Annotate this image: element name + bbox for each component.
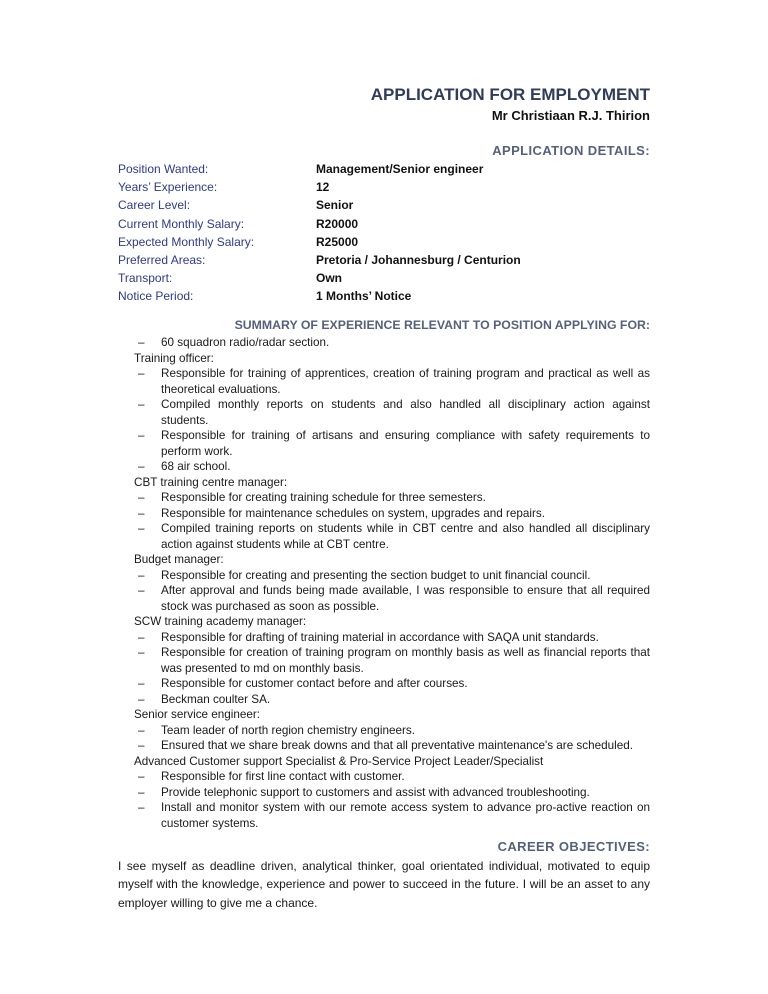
detail-row [118,287,658,305]
dash-bullet-icon: – [138,506,145,520]
dash-bullet-icon: – [138,739,145,752]
experience-role: Senior service engineer: [134,708,261,721]
experience-item [118,630,650,646]
experience-item-text: Compiled monthly reports on students and also handled all disciplinary action against students. [161,398,650,427]
detail-value: 12 [316,180,330,195]
experience-item [118,769,650,785]
applicant-name: Mr Christiaan R.J. Thirion [491,108,650,123]
dash-bullet-icon: – [138,491,145,504]
experience-list [118,335,650,831]
experience-item [118,645,650,676]
experience-item-text: 68 air school. [161,460,231,473]
detail-value: Senior [316,198,354,213]
dash-bullet-icon: – [138,692,145,706]
experience-item [118,568,650,584]
experience-item-text: Team leader of north region chemistry engineers. [161,723,416,737]
dash-bullet-icon: – [138,398,145,411]
experience-item [118,490,650,506]
experience-item [118,459,650,475]
experience-item [118,676,650,692]
experience-item [118,800,650,831]
detail-label: Expected Monthly Salary: [118,234,255,249]
detail-row [118,233,658,251]
career-objectives-heading: CAREER OBJECTIVES: [497,839,650,854]
experience-item-text: Ensured that we share break downs and that all preventative maintenance's are scheduled. [161,739,633,752]
dash-bullet-icon: – [138,770,145,783]
experience-item [118,738,650,754]
detail-row [118,160,658,178]
dash-bullet-icon: – [138,630,145,644]
application-details-table [118,160,658,306]
experience-item [118,366,650,397]
experience-role: Advanced Customer support Specialist & Pro-Service Project Leader/Specialist [134,754,544,768]
dash-bullet-icon: – [138,723,145,737]
experience-item-text: Responsible for training of apprentices, creation of training program and practical as well as theoretical evaluations. [161,367,650,396]
experience-item-text: Responsible for first line contact with customer. [161,770,405,783]
dash-bullet-icon: – [138,522,145,535]
detail-label: Preferred Areas: [118,252,206,267]
experience-role: Budget manager: [134,553,224,566]
detail-label: Transport: [118,271,173,286]
dash-bullet-icon: – [138,677,145,690]
detail-label: Notice Period: [118,289,194,304]
detail-label: Position Wanted: [118,162,209,176]
experience-item-text: Responsible for maintenance schedules on system, upgrades and repairs. [161,506,545,520]
experience-item-text: Responsible for drafting of training material in accordance with SAQA unit standards. [161,630,599,644]
dash-bullet-icon: – [138,336,145,349]
dash-bullet-icon: – [138,646,145,659]
experience-item-text: Responsible for creating training schedule for three semesters. [161,491,486,504]
dash-bullet-icon: – [138,460,145,473]
detail-value: R25000 [316,234,359,249]
detail-label: Years’ Experience: [118,180,218,195]
document-title: APPLICATION FOR EMPLOYMENT [370,85,650,104]
detail-row [118,215,658,233]
experience-item [118,521,650,552]
experience-item-text: Beckman coulter SA. [161,692,271,706]
experience-item [118,723,650,739]
detail-value: Own [316,271,342,286]
experience-item [118,335,650,351]
experience-item [118,692,650,708]
experience-item [118,428,650,459]
detail-row [118,269,658,287]
experience-item-text: Provide telephonic support to customers and assist with advanced troubleshooting. [161,785,590,799]
experience-item [118,583,650,614]
experience-item [118,506,650,522]
application-details-heading: APPLICATION DETAILS: [492,143,650,158]
experience-item-text: Responsible for customer contact before and after courses. [161,677,468,690]
experience-item-text: Compiled training reports on students while in CBT centre and also handled all disciplinary action against students while at CBT centre. [161,522,650,551]
dash-bullet-icon: – [138,785,145,799]
detail-row [118,251,658,269]
dash-bullet-icon: – [138,429,145,442]
career-objectives-text: I see myself as deadline driven, analytical thinker, goal orientated individual, motivated to equip myself with the knowledge, experience and power to succeed in the future. I will be an asset to any employer willing to give me a chance. [118,859,650,910]
detail-row [118,178,658,196]
detail-label: Current Monthly Salary: [118,216,245,231]
detail-value: Management/Senior engineer [316,162,484,176]
detail-row [118,196,658,214]
summary-heading: SUMMARY OF EXPERIENCE RELEVANT TO POSITION APPLYING FOR: [234,318,650,332]
experience-item-text: Responsible for creating and presenting the section budget to unit financial council. [161,568,591,582]
experience-item-text: After approval and funds being made available, I was responsible to ensure that all required stock was purchased as soon as possible. [161,584,650,613]
experience-item-text: Install and monitor system with our remote access system to advance pro-active reaction on customer systems. [161,801,650,830]
dash-bullet-icon: – [138,801,145,814]
experience-role: SCW training academy manager: [134,615,307,628]
experience-item-text: 60 squadron radio/radar section. [161,336,330,349]
experience-item [118,397,650,428]
experience-role: CBT training centre manager: [134,475,288,489]
experience-item-text: Responsible for creation of training program on monthly basis as well as financial reports that was presented to md on monthly basis. [161,646,650,675]
experience-item [118,785,650,801]
detail-value: R20000 [316,216,359,231]
dash-bullet-icon: – [138,367,145,380]
detail-value: Pretoria / Johannesburg / Centurion [316,252,521,267]
experience-role: Training officer: [134,351,214,365]
detail-value: 1 Months’ Notice [316,289,412,304]
detail-label: Career Level: [118,198,191,213]
dash-bullet-icon: – [138,568,145,582]
experience-item-text: Responsible for training of artisans and ensuring compliance with safety requirements to perform work. [161,429,650,458]
dash-bullet-icon: – [138,584,145,597]
